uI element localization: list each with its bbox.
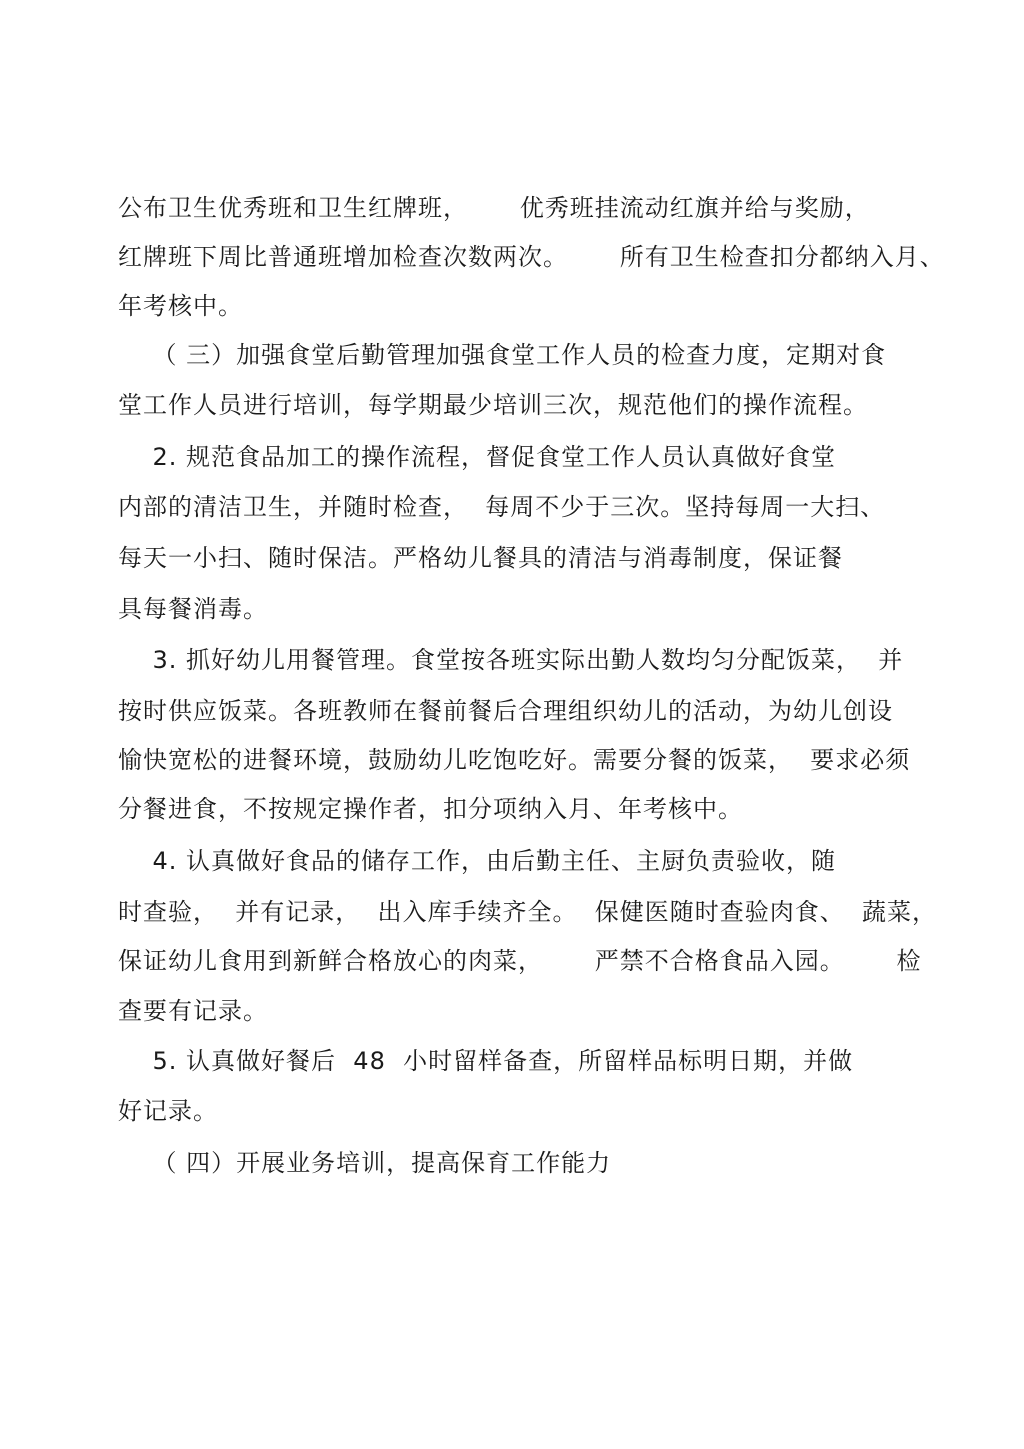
text-line: 愉快宽松的进餐环境，鼓励幼儿吃饱吃好。需要分餐的饭菜， 要求必须 xyxy=(118,746,911,774)
text-line: （ 三）加强食堂后勤管理加强食堂工作人员的检查力度，定期对食 xyxy=(118,341,887,369)
text-line: 分餐进食，不按规定操作者，扣分项纳入月、年考核中。 xyxy=(118,795,743,823)
text-line: 保证幼儿食用到新鲜合格放心的肉菜， 严禁不合格食品入园。 检 xyxy=(118,947,922,975)
text-line: 年考核中。 xyxy=(118,292,243,320)
text-line: 查要有记录。 xyxy=(118,997,268,1025)
text-line: 内部的清洁卫生，并随时检查， 每周不少于三次。坚持每周一大扫、 xyxy=(118,493,886,521)
text-line: 3. 抓好幼儿用餐管理。食堂按各班实际出勤人数均匀分配饭菜， 并 xyxy=(118,646,904,674)
text-line: 4. 认真做好食品的储存工作，由后勤主任、主厨负责验收，随 xyxy=(118,847,837,875)
text-line: （ 四）开展业务培训，提高保育工作能力 xyxy=(118,1149,612,1177)
text-line: 5. 认真做好餐后 48 小时留样备查，所留样品标明日期，并做 xyxy=(118,1047,854,1075)
text-line: 红牌班下周比普通班增加检查次数两次。 所有卫生检查扣分都纳入月、 xyxy=(118,243,945,271)
text-line: 好记录。 xyxy=(118,1097,218,1125)
text-line: 按时供应饭菜。各班教师在餐前餐后合理组织幼儿的活动，为幼儿创设 xyxy=(118,697,893,725)
text-line: 每天一小扫、随时保洁。严格幼儿餐具的清洁与消毒制度，保证餐 xyxy=(118,544,843,572)
text-line: 堂工作人员进行培训，每学期最少培训三次，规范他们的操作流程。 xyxy=(118,391,868,419)
text-line: 具每餐消毒。 xyxy=(118,595,268,623)
text-line: 公布卫生优秀班和卫生红牌班， 优秀班挂流动红旗并给与奖励， xyxy=(118,194,870,222)
text-line: 时查验， 并有记录， 出入库手续齐全。 保健医随时查验肉食、 蔬菜， xyxy=(118,898,938,926)
text-line: 2. 规范食品加工的操作流程，督促食堂工作人员认真做好食堂 xyxy=(118,443,837,471)
